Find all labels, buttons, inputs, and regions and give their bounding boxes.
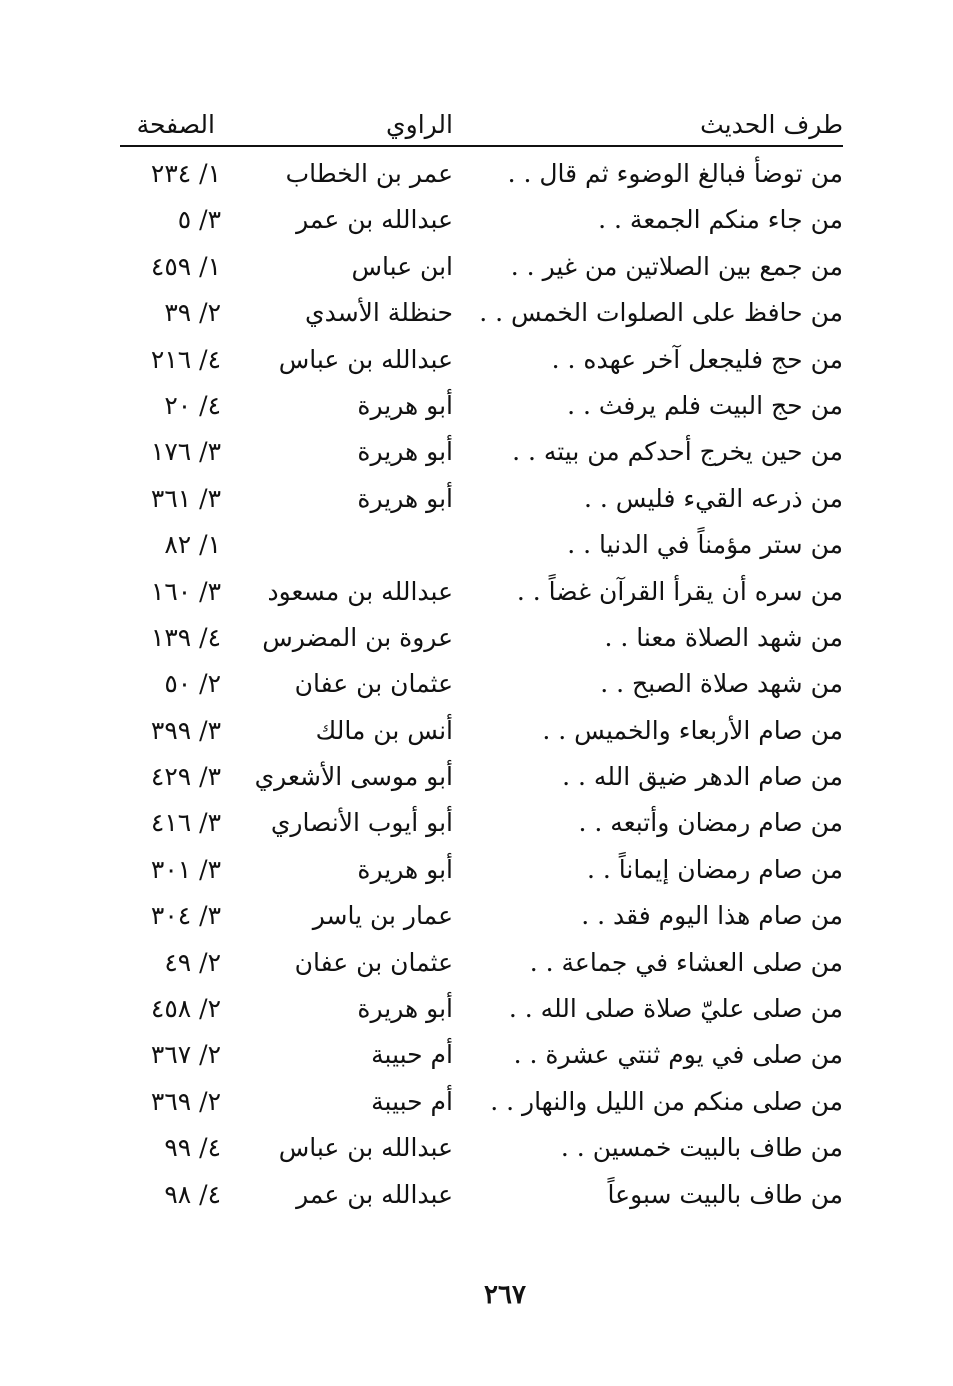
- table-row: [120, 708, 843, 754]
- narrator-text: عبدالله بن عمر: [296, 205, 453, 235]
- table-row: [120, 151, 843, 197]
- page-reference: ٢/ ٣٩: [164, 298, 221, 328]
- hadith-text: من جمع بين الصلاتين من غير . .: [510, 251, 843, 281]
- table-row: [120, 290, 843, 336]
- table-row: [120, 800, 843, 846]
- narrator-text: أبو هريرة: [357, 390, 453, 420]
- narrator-text: أم حبيبة: [371, 1040, 453, 1070]
- narrator-text: عبدالله بن عباس: [278, 344, 453, 374]
- hadith-text: من صلى العشاء في جماعة . .: [529, 947, 843, 977]
- hadith-text: من صام الأربعاء والخميس . .: [542, 715, 843, 745]
- narrator-text: عمر بن الخطاب: [285, 159, 453, 188]
- page-reference: ٤/ ٢١٦: [150, 344, 221, 374]
- hadith-text: من ستر مؤمناً في الدنيا . .: [567, 530, 843, 560]
- page-reference: ٢/ ٤٥٨: [150, 994, 221, 1024]
- table-row: [120, 1032, 843, 1078]
- page-reference: ٣/ ٣٩٩: [150, 715, 221, 745]
- table-body: [120, 151, 843, 1218]
- table-row: [120, 1172, 843, 1218]
- narrator-text: عثمان بن عفان: [294, 947, 453, 977]
- narrator-text: حنظلة الأسدي: [305, 298, 453, 328]
- hadith-text: من شهد صلاة الصبح . .: [600, 669, 843, 699]
- page-reference: ٣/ ٣٦١: [150, 483, 221, 513]
- narrator-text: أنس بن مالك: [315, 715, 453, 745]
- hadith-text: من شهد الصلاة معنا . .: [604, 622, 843, 652]
- table-row: [120, 569, 843, 615]
- page-reference: ٣/ ٣٠٤: [150, 901, 221, 931]
- hadith-text: من حين يخرج أحدكم من بيته . .: [512, 437, 843, 467]
- hadith-text: من ذرعه القيء فليس . .: [583, 483, 843, 513]
- narrator-text: أبو هريرة: [357, 994, 453, 1024]
- table-row: [120, 1125, 843, 1171]
- table-row: [120, 197, 843, 243]
- table-row: [120, 615, 843, 661]
- hadith-text: من طاف بالبيت سبوعاً: [607, 1179, 843, 1209]
- hadith-text: من حج البيت فلم يرفث . .: [567, 390, 843, 420]
- hadith-text: من طاف بالبيت خمسين . .: [560, 1133, 843, 1163]
- narrator-text: أبو هريرة: [357, 437, 453, 467]
- narrator-text: أبو أيوب الأنصاري: [270, 808, 453, 838]
- hadith-text: من صام رمضان وأتبعه . .: [578, 808, 843, 838]
- table-row: [120, 893, 843, 939]
- header-page: الصفحة: [136, 110, 215, 139]
- page-reference: ٤/ ٢٠: [164, 390, 221, 420]
- hadith-text: من سره أن يقرأ القرآن غضاً . .: [516, 576, 843, 606]
- table-row: [120, 476, 843, 522]
- table-row: [120, 986, 843, 1032]
- page-reference: ٤/ ٩٨: [164, 1179, 221, 1209]
- page-reference: ١/ ٤٥٩: [150, 251, 221, 281]
- table-row: [120, 383, 843, 429]
- hadith-text: من جاء منكم الجمعة . .: [598, 205, 843, 235]
- hadith-text: من توضأ فبالغ الوضوء ثم قال . .: [507, 159, 843, 188]
- page-reference: ٣/ ١٦٠: [150, 576, 221, 606]
- header-rawi: الراوي: [386, 110, 453, 139]
- page-number: ٢٦٧: [484, 1280, 526, 1310]
- page-reference: ٤/ ١٣٩: [150, 622, 221, 652]
- hadith-text: من صام رمضان إيماناً . .: [586, 854, 843, 884]
- narrator-text: عبدالله بن عباس: [278, 1133, 453, 1163]
- hadith-text: من صلى في يوم ثنتي عشرة . .: [513, 1040, 843, 1070]
- narrator-text: عمار بن ياسر: [312, 901, 453, 931]
- header-hadith: طرف الحديث: [700, 110, 843, 139]
- narrator-text: أم حبيبة: [371, 1086, 453, 1116]
- narrator-text: عروة بن المضرس: [262, 622, 453, 652]
- table-row: [120, 337, 843, 383]
- hadith-index-table: [120, 105, 843, 1218]
- hadith-text: من حافظ على الصلوات الخمس . .: [479, 298, 843, 328]
- hadith-text: من صام الدهر ضيق الله . .: [562, 762, 843, 792]
- page-reference: ٢/ ٣٦٩: [150, 1086, 221, 1116]
- page-reference: ٢/ ٥٠: [164, 669, 221, 699]
- narrator-text: عبدالله بن مسعود: [267, 576, 453, 606]
- table-header: [120, 105, 843, 147]
- page-reference: ٣/ ٥: [177, 205, 221, 235]
- table-row: [120, 429, 843, 475]
- page-reference: ٣/ ٤٢٩: [150, 762, 221, 792]
- table-row: [120, 847, 843, 893]
- table-row: [120, 754, 843, 800]
- table-row: [120, 661, 843, 707]
- table-row: [120, 940, 843, 986]
- narrator-text: أبو هريرة: [357, 854, 453, 884]
- page-reference: ٣/ ٣٠١: [150, 854, 221, 884]
- narrator-text: ابن عباس: [351, 251, 453, 281]
- page-reference: ١/ ٢٣٤: [150, 159, 221, 188]
- page-reference: ١/ ٨٢: [164, 530, 221, 560]
- narrator-text: أبو هريرة: [357, 483, 453, 513]
- hadith-text: من صلى منكم من الليل والنهار . .: [490, 1086, 843, 1116]
- table-row: [120, 244, 843, 290]
- table-row: [120, 1079, 843, 1125]
- page-reference: ٣/ ١٧٦: [150, 437, 221, 467]
- hadith-text: من صام هذا اليوم فقد . .: [581, 901, 843, 931]
- narrator-text: أبو موسى الأشعري: [254, 762, 453, 792]
- page-reference: ٢/ ٣٦٧: [150, 1040, 221, 1070]
- page-reference: ٤/ ٩٩: [164, 1133, 221, 1163]
- narrator-text: عبدالله بن عمر: [296, 1179, 453, 1209]
- page-reference: ٢/ ٤٩: [164, 947, 221, 977]
- table-row: [120, 522, 843, 568]
- page-reference: ٣/ ٤١٦: [150, 808, 221, 838]
- hadith-text: من صلى عليّ صلاة صلى الله . .: [508, 994, 843, 1024]
- hadith-text: من حج فليجعل آخر عهده . .: [551, 344, 843, 374]
- narrator-text: عثمان بن عفان: [294, 669, 453, 699]
